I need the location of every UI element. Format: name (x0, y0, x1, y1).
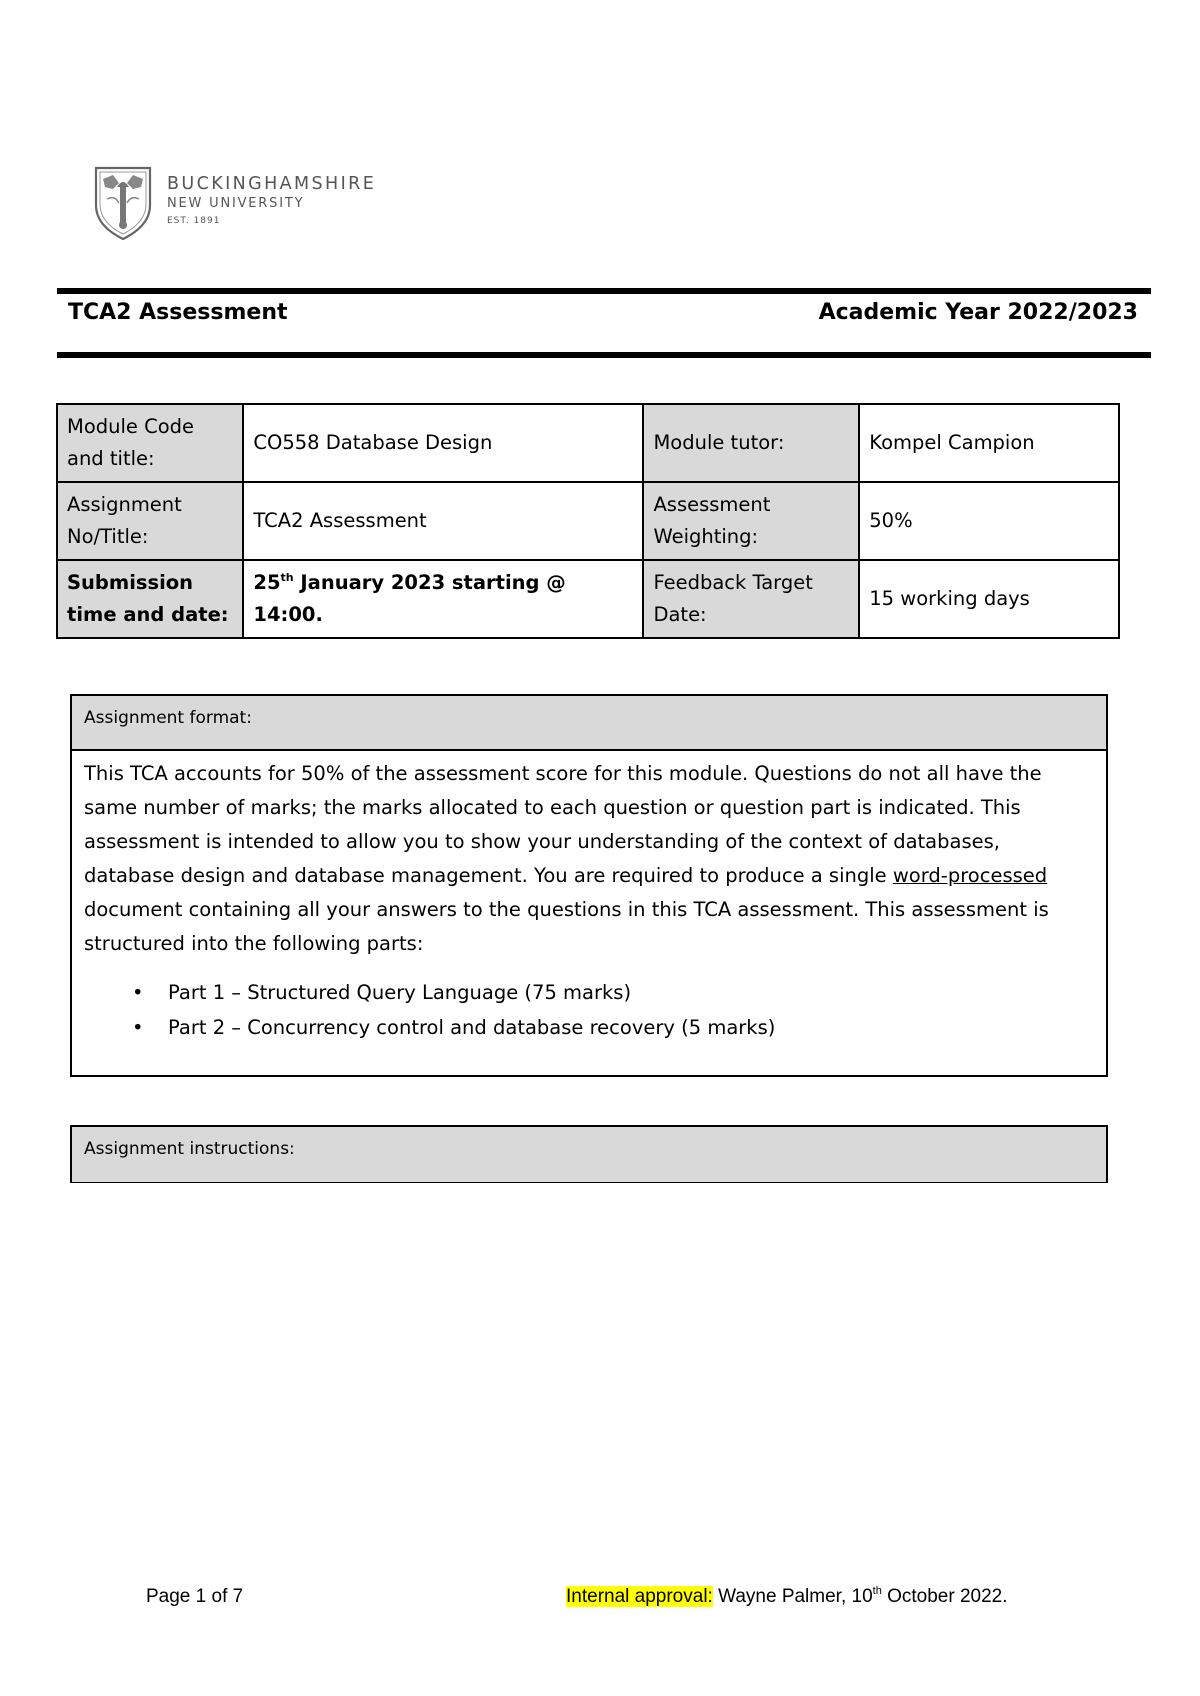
approval-label: Internal approval: (566, 1586, 713, 1607)
list-item (132, 1010, 1094, 1045)
page-number (146, 1586, 243, 1608)
module-tutor-label: Module tutor: (643, 404, 859, 482)
page-total: 7 (232, 1586, 244, 1607)
page-of: of (206, 1586, 233, 1607)
logo-line-2: NEW UNIVERSITY (167, 196, 305, 211)
assessment-parts-list (84, 975, 1094, 1045)
module-tutor-value: Kompel Campion (859, 404, 1119, 482)
bullet-icon: • (132, 1016, 144, 1039)
list-item (132, 975, 1094, 1010)
university-crest-icon (93, 165, 153, 241)
assignment-format-paragraph (84, 757, 1094, 961)
assessment-weighting-label: Assessment Weighting: (643, 482, 859, 560)
submission-day: 25 (253, 571, 281, 594)
assessment-weighting-value: 50% (859, 482, 1119, 560)
header-title: TCA2 Assessment (68, 300, 288, 325)
part-label: Part 2 – Concurrency control and database recovery (5 marks) (168, 1016, 776, 1039)
assignment-instructions-heading: Assignment instructions: (72, 1127, 1106, 1182)
feedback-date-value: 15 working days (859, 560, 1119, 638)
university-logo (93, 165, 393, 243)
assignment-instructions-box (70, 1125, 1108, 1183)
module-code-value: CO558 Database Design (243, 404, 643, 482)
assignment-format-box (70, 694, 1108, 1077)
internal-approval (566, 1586, 1008, 1608)
assignment-title-label: Assignment No/Title: (57, 482, 243, 560)
format-text-after: document containing all your answers to the questions in this TCA assessment. This assessment is structured into the following parts: (84, 898, 1049, 955)
format-text-underlined: word-processed (892, 864, 1048, 887)
feedback-date-label: Feedback Target Date: (643, 560, 859, 638)
approval-name: Wayne Palmer, 10 (712, 1586, 873, 1607)
header-rule-top (57, 288, 1151, 294)
header-academic-year: Academic Year 2022/2023 (818, 300, 1138, 325)
approval-date: October 2022. (881, 1586, 1008, 1607)
assignment-format-body (72, 751, 1106, 1045)
info-row (57, 560, 1119, 638)
bullet-icon: • (132, 981, 144, 1004)
approval-day-suffix: th (872, 1585, 882, 1597)
part-label: Part 1 – Structured Query Language (75 marks) (168, 981, 632, 1004)
logo-line-3: EST. 1891 (167, 216, 221, 226)
module-code-label: Module Code and title: (57, 404, 243, 482)
format-text-before: This TCA accounts for 50% of the assessment score for this module. Questions do not all have the same number of marks; the marks allocated to each question or question part is indicated. This assessment is intended to allow you to show your understanding of the context of databases, database design and database management. You are required to produce a single (84, 762, 1042, 887)
submission-day-suffix: th (280, 571, 294, 584)
info-row (57, 482, 1119, 560)
page-prefix: Page (146, 1586, 196, 1607)
submission-date-label: Submission time and date: (57, 560, 243, 638)
info-row (57, 404, 1119, 482)
submission-date-rest: January 2023 starting @ 14:00. (253, 571, 566, 626)
page-current: 1 (195, 1586, 207, 1607)
logo-wordmark (167, 173, 376, 229)
submission-date-value (243, 560, 643, 638)
module-info-table (56, 403, 1120, 639)
logo-line-1: BUCKINGHAMSHIRE (167, 174, 377, 194)
header-rule-bottom (57, 352, 1151, 358)
assignment-title-value: TCA2 Assessment (243, 482, 643, 560)
assignment-format-heading: Assignment format: (72, 696, 1106, 751)
